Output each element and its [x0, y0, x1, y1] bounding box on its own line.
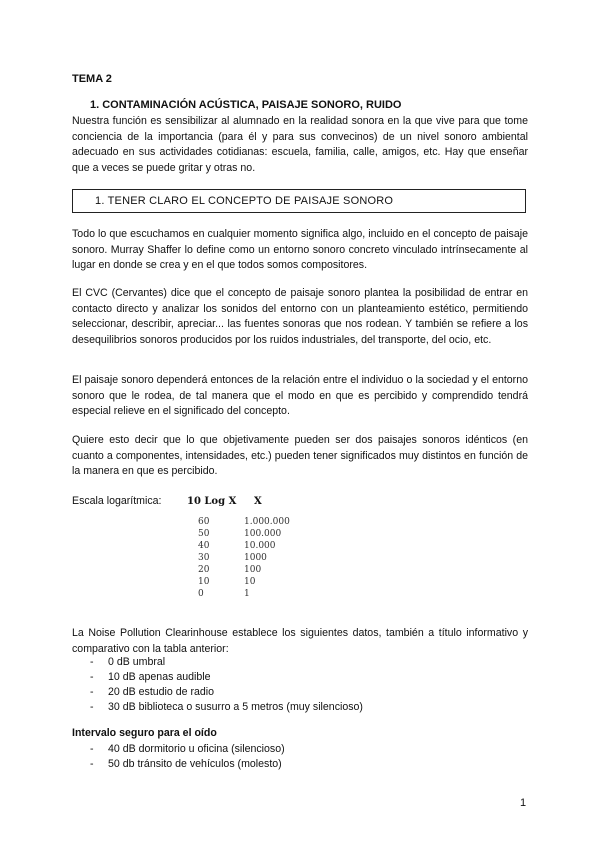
scale-label: Escala logarítmica: [72, 495, 162, 507]
table-cell: 30 [198, 553, 210, 563]
intro-paragraph: Nuestra función es sensibilizar al alumnado en la realidad sonora en la que vive para que tome conciencia de la importancia (para él y para sus convecinos) de un nivel sonoro ambiental adecuado en sus actividades cotidianas: escuela, familia, calle, amigos, etc. Hay que enseñar que a veces se puede gritar y otras no. [72, 115, 528, 174]
table-cell: 10 [198, 577, 210, 587]
paragraph-4: Quiere esto decir que lo que objetivamente pueden ser dos paisajes sonoros idénticos (en cuanto a componentes, intensidades, etc.) pueden tener significados muy distintos en función de la manera en que es percibido. [72, 434, 528, 478]
page-number: 1 [520, 797, 527, 809]
table-cell: 20 [198, 565, 210, 575]
tema-label: TEMA 2 [72, 73, 112, 85]
section-heading: 1. CONTAMINACIÓN ACÚSTICA, PAISAJE SONORO, RUIDO [90, 99, 402, 111]
table-cell: 40 [198, 541, 210, 551]
paragraph-1: Todo lo que escuchamos en cualquier momento significa algo, incluido en el concepto de paisaje sonoro. Murray Shaffer lo define como un entorno sonoro concreto vinculado intrínsecamente al lugar en donde se crea y en el que todos somos compositores. [72, 228, 528, 272]
table-cell: 1000 [244, 553, 267, 563]
concept-box-title: 1. TENER CLARO EL CONCEPTO DE PAISAJE SONORO [95, 195, 394, 207]
table-cell: 10 [244, 577, 256, 587]
document-page: TEMA 2 1. CONTAMINACIÓN ACÚSTICA, PAISAJE SONORO, RUIDO Nuestra función es sensibilizar al alumnado en la realidad sonora en la que vive para que tome conciencia de la importancia (para él y para sus convecinos) de un nivel sonoro ambiental adecuado en sus actividades cotidianas: escuela, familia, calle, amigos, etc. Hay que enseñar que a veces se puede gritar y otras no. 1. TENER CLARO EL CONCEPTO DE PAISAJE SONORO Todo lo que escuchamos en cualquier momento significa algo, incluido en el concepto de paisaje sonoro. Murray Shaffer lo define como un entorno sonoro concreto vinculado intrínsecamente al lugar en donde se crea y en el que todos somos compositores. El CVC (Cervantes) dice que el concepto de paisaje sonoro plantea la posibilidad de entrar en contacto directo y analizar los sonidos del entorno con un planteamiento estético, permitiendo seleccionar, describir, apreciar... las fuentes sonoras que nos rodean. Y también se refiere a los desequilibrios sonoros producidos por los ruidos industriales, del transporte, del ocio, etc. El paisaje sonoro dependerá entonces de la relación entre el individuo o la sociedad y el entorno sonoro que le rodea, de tal manera que el modo en que es percibido y comprendido tendrá especial relieve en el significado del concepto. Quiere esto decir que lo que objetivamente pueden ser dos paisajes sonoros idénticos (en cuanto a componentes, intensidades, etc.) pueden tener significados muy distintos en función de la manera en que es percibido. Escala logarítmica: 10 Log X X 60 1.000.000 50 100.000 40 10.000 30 1000 20 100 10 10 0 1 La Noise Pollution Clearinhouse establece los siguientes datos, también a título informativo y comparativo con la tabla anterior: - 0 dB umbral - 10 dB apenas audible - 20 dB estudio de radio - 30 dB biblioteca o susurro a 5 metros (muy silencioso) Intervalo seguro para el oído - 40 dB dormitorio u oficina (silencioso) - 50 db tránsito de vehículos (molesto) 1 [0, 0, 600, 848]
paragraph-5: La Noise Pollution Clearinhouse establece los siguientes datos, también a título informativo y comparativo con la tabla anterior: [72, 627, 528, 655]
table-cell: 60 [198, 517, 210, 527]
table-cell: 10.000 [244, 541, 276, 551]
paragraph-2: El CVC (Cervantes) dice que el concepto de paisaje sonoro plantea la posibilidad de entrar en contacto directo y analizar los sonidos del entorno con un planteamiento estético, permitiendo seleccionar, describir, apreciar... las fuentes sonoras que nos rodean. Y también se refiere a los desequilibrios sonoros producidos por los ruidos industriales, del transporte, del ocio, etc. [72, 287, 528, 346]
paragraph-3: El paisaje sonoro dependerá entonces de la relación entre el individuo o la sociedad y el entorno sonoro que le rodea, de tal manera que el modo en que es percibido y comprendido tendrá especial relieve en el significado del concepto. [72, 374, 528, 418]
table-header-log: 10 Log X [187, 496, 237, 507]
concept-box [72, 189, 526, 213]
safe-interval-title: Intervalo seguro para el oído [72, 727, 217, 739]
table-cell: 100.000 [244, 529, 282, 539]
table-cell: 100 [244, 565, 262, 575]
table-cell: 1.000.000 [244, 517, 290, 527]
table-cell: 0 [198, 589, 204, 599]
table-cell: 50 [198, 529, 210, 539]
table-header-x: X [254, 496, 262, 507]
table-cell: 1 [244, 589, 250, 599]
